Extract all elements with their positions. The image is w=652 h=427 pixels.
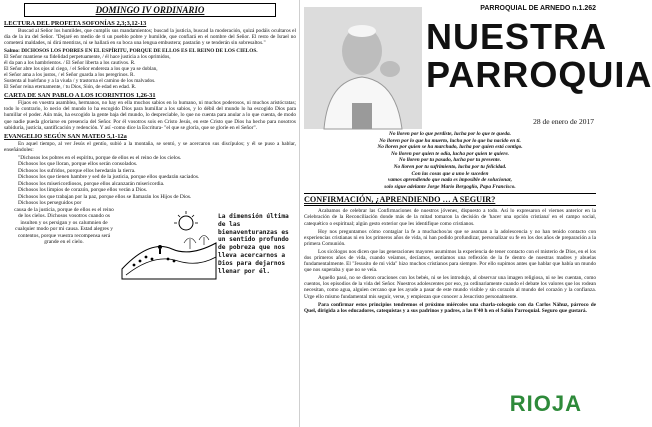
psalm-line: El Señor abre los ojos al ciego, / el Señor endereza a los que ya se doblan, (4, 66, 158, 73)
article-paragraph: Para confirmar estos principios tendremos el próximo miércoles una charla-coloquio con da Carlos Náhuz, párroco de Quel, dirigida a los educadores, catequistas y a sus padrinos y padres, a las 8'40 h en el Salón Parroquial. Seguro que gustará. (304, 301, 596, 314)
gospel-intro: En aquel tiempo, al ver Jesús el gentío, subió a la montaña, se sentó, y se acercaron sus discípulos; y él se puso a hablar, enseñándoles: (4, 140, 296, 153)
pope-photo (304, 7, 422, 129)
masthead-title-line1: NUESTRA (426, 16, 608, 57)
poem-line: No lloren por lo que perdiste, lucha por lo que te queda. (389, 131, 511, 137)
reading2-text: Fijaos en vuestra asamblea, hermanos, no hay en ella muchos sabios en lo humano, ni muchos poderosos, ni muchos aristócratas; todo lo contrario, lo necio del mundo lo ha escogido Dios para humillar a los sabios, y lo débil del mundo lo ha escogido Dios para humillar el poder. Aún más, ha escogido la gente baja del mundo, lo despreciable, lo que no cuenta para anular a lo que cuenta, de modo que nadie pueda gloriarse en presencia del Señor. Por él vosotros sois en Cristo Jesús, en este Cristo que Dios ha hecho para nosotros sabiduría, justicia, santificación y redención. Y así -como dice la Escritura- "el que se gloría, que se gloríe en el Señor". (4, 100, 296, 131)
psalm-line: Sustenta al huérfano y a la viuda / y trastorna el camino de los malvados. (4, 78, 156, 85)
poem-line: No lloren por quien se ha marchado, lucha por quien está contigo. (377, 144, 523, 151)
mountain-illustration (120, 209, 218, 279)
beatitude-line: Dichosos los limpios de corazón, porque ellos verán a Dios. (18, 187, 148, 194)
psalm-line: El Señor reina eternamente, / tu Dios, Sión, de edad en edad. R. (4, 84, 137, 91)
article-paragraph: Acabamos de celebrar las Confirmaciones de nuestros jóvenes, dispuesto a todo. Así lo expresaron el viernes anterior en la Celebración de la Reconciliación donde más de la mitad tomaron la decisión de 'hacer una opción cristiana' en el campo social, catequético o espiritual; algún gesto exterior que les identifique como cristianos. (304, 208, 596, 227)
beatitude-line: Dichosos los perseguidos por (18, 200, 82, 207)
beatitude-line: Dichosos los que trabajan por la paz, porque ellos se llamarán los Hijos de Dios. (18, 193, 192, 200)
column-divider (299, 0, 300, 427)
right-column (304, 3, 652, 423)
masthead (304, 3, 652, 131)
pope-portrait-icon (304, 7, 422, 129)
reading1-text: Buscad al Señor los humildes, que cumplís sus mandamientos; buscad la justicia, buscad la moderación, quizá podáis ocultaros el día de la ira del Señor. "Dejaré en medio de ti un pueblo pobre y humilde, que confiará en el nombre del Señor. El resto de Israel no cometerá maldades, ni dirá mentiras, ni se hallará en su boca una lengua embustera; pastarán y se tenderán sin sobresaltos." (4, 28, 296, 47)
beatitude-line: "Dichosos los pobres en el espíritu, porque de ellos es el reino de los cielos. (18, 154, 182, 161)
gospel-continuation: causa de la justicia, porque de ellos es el reino de los cielos. Dichosos vosotros cuando os insulten y os persigan y os calumnien de cualquier modo por mi causa. Estad alegres y contentos, porque vuestra recompensa será grande en el cielo. (14, 206, 114, 246)
poem-line: solo sigue adelante Jorge Mario Bergoglio, Papa Francisco. (384, 183, 516, 190)
beatitude-line: Dichosos los sufridos, porque ellos heredarán la tierra. (18, 167, 136, 174)
psalm-line: El Señor mantiene su fidelidad perpetuamente, / él hace justicia a los oprimidos, (4, 54, 171, 61)
psalm-refrain: Salmo: DICHOSOS LOS POBRES EN EL ESPÍRITU, PORQUE DE ELLOS ES EL REINO DE LOS CIELOS. (4, 48, 258, 55)
gospel-continuation-block (4, 207, 296, 281)
poem-line: vamos aprendiendo que nada es imposible de solucionar, (388, 177, 512, 184)
beatitude-line: Dichosos los que tienen hambre y sed de la justicia, porque ellos quedarán saciados. (18, 174, 200, 181)
psalm-block (4, 48, 296, 90)
poem-block (310, 131, 590, 190)
reading2-heading: CARTA DE SAN PABLO A LOS ICORINTIOS 1,26-31 (4, 92, 156, 100)
article-title: CONFIRMACIÓN, ¿APRENDIENDO … A SEGUIR? (304, 193, 596, 206)
poem-line: No lloren por tu pasado, lucha por tu presente. (398, 157, 502, 164)
gospel-heading: EVANGELIO SEGÚN SAN MATEO 5,1-12a (4, 132, 127, 140)
left-column (4, 3, 296, 423)
article-paragraph: Aquello pasó, no se dieron oraciones con los bebés, ni se les introdujo, al observar una imagen religiosa, ni se les cuentan, como cuentos, los episodios de la vida del Señor. Nuestros adolescentes por eso, ya ordinariamente cuando el debate los valores que los rodean necesitan, como agua, alguien cercano que les ayude a pasar de este mundo visible y sin corazón al mundo del corazón y la confianza. Urge ello mismo fundamental mis seguir, verse, y empiezan que conocer a Jesucristo personalmente. (304, 275, 596, 300)
psalm-line: él da pan a los hambrientos. / El Señor liberta a los cautivos. R. (4, 60, 136, 67)
poem-line: Con las cosas que a uno le suceden (411, 170, 489, 177)
parish-label: PARROQUIAL DE ARNEDO n.1.262 (480, 5, 596, 12)
article-paragraph: Los sicólogos nos dicen que las generaciones mayores asumimos la experiencia de tener contacto con el misterio de Dios, en el los dos primeros años de vida, cuando veíamos, decíamos, sentíamos una reflexión de la fe dentro de nuestras madres y abuelas fundamentalmente. El "Jesusito de mi vida" hizo muchos cristianos para siempre. Por ello supimos antes que hablar que había un mundo que nos superaba y que no se veía. (304, 248, 596, 274)
issue-date: 28 de enero de 2017 (533, 117, 594, 126)
beatitude-line: Dichosos los misericordiosos, porque ellos alcanzarán misericordia. (18, 180, 165, 187)
reading1-heading: LECTURA DEL PROFETA SOFONÍAS 2,3;3,12-13 (4, 20, 147, 27)
poem-line: No lloren por lo que ha muerto, lucha por lo que ha nacido en ti. (379, 137, 521, 144)
beatitudes-quote: La dimensión última de las bienaventuranzas es un sentido profundo de pobreza que nos lleva acercarnos a Dios para dejarnos llenar por él. (218, 212, 289, 275)
masthead-title-line2: PARROQUIA (426, 54, 652, 95)
beatitudes-list (4, 155, 296, 207)
rioja-logo: RIOJA (509, 391, 582, 416)
psalm-line: el Señor ama a los justos, / el Señor guarda a los peregrinos. R. (4, 72, 135, 79)
article-paragraph: Hoy nos preguntamos cómo contagiar la fe a muchachos/as que se asoman a la adolescencia y no han tenido contacto con experiencias cristianas ni en los primeros años de vida, ni han podido profundizar, personalizar su fe en los dos años de preparación a la primera Comunión. (304, 228, 596, 247)
poem-line: No lloren por tu sufrimiento, lucha por tu felicidad. (393, 163, 507, 170)
beatitude-line: Dichosos los que lloran, porque ellos serán consolados. (18, 161, 138, 168)
poem-line: No lloren por quien te odia, lucha por quien te quiere. (390, 150, 509, 157)
sunday-title: DOMINGO IV ORDINARIO (24, 3, 276, 17)
mountain-sermon-icon (120, 209, 218, 279)
